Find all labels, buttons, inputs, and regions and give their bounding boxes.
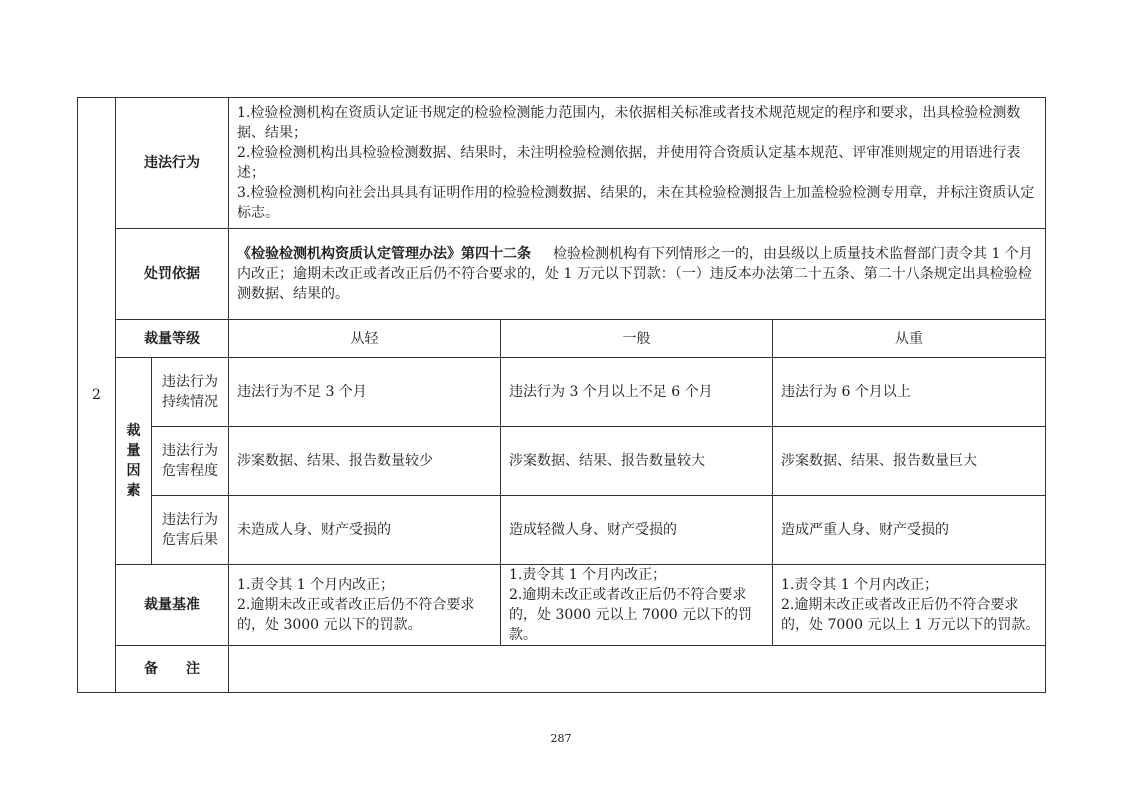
factor-normal-cell: 涉案数据、结果、报告数量较大 [501,427,773,496]
violation-content [229,98,1046,229]
standard-row [78,565,1046,646]
page-number: 287 [550,732,572,745]
factor-row-duration [78,358,1046,427]
standard-heavy-cell: 1.责令其 1 个月内改正； 2.逾期未改正或者改正后仍不符合要求的，处 7000 元以上 1 万元以下的罚款。 [773,565,1046,646]
discretion-standard-table [77,97,1046,693]
factors-label: 裁 量 因 素 [116,358,152,565]
factor-normal-cell: 违法行为 3 个月以上不足 6 个月 [501,358,773,427]
levels-row [78,320,1046,358]
factor-label: 违法行为 危害后果 [152,496,229,565]
penalty-basis-text: 检验检测机构有下列情形之一的，由县级以上质量技术监督部门责令其 1 个月内改正；逾期未改正或者改正后仍不符合要求的，处 1 万元以下罚款：（一）违反本办法第二十五条、第二十八条规定出具检验检测数据、结果的。 [237,246,1033,302]
factor-heavy-cell: 违法行为 6 个月以上 [773,358,1046,427]
standard-light-cell: 1.责令其 1 个月内改正； 2.逾期未改正或者改正后仍不符合要求的，处 3000 元以下的罚款。 [229,565,501,646]
violation-item: 3.检验检测机构向社会出具具有证明作用的检验检测数据、结果的，未在其检验检测报告上加盖检验检测专用章，并标注资质认定标志。 [237,185,1035,221]
factor-row-consequence [78,496,1046,565]
remarks-label: 备 注 [116,646,229,693]
standard-normal-cell: 1.责令其 1 个月内改正； 2.逾期未改正或者改正后仍不符合要求的，处 3000 元以上 7000 元以下的罚款。 [501,565,773,646]
remarks-row [78,646,1046,693]
remarks-value [229,646,1046,693]
violation-item: 1.检验检测机构在资质认定证书规定的检验检测能力范围内，未依据相关标准或者技术规范规定的程序和要求，出具检验检测数据、结果； [237,105,1021,141]
penalty-basis-content [229,229,1046,320]
level-light: 从轻 [229,320,501,358]
levels-label: 裁量等级 [116,320,229,358]
factor-heavy-cell: 造成严重人身、财产受损的 [773,496,1046,565]
violation-row [78,98,1046,229]
violation-item: 2.检验检测机构出具检验检测数据、结果时，未注明检验检测依据，并使用符合资质认定基本规范、评审准则规定的用语进行表述； [237,145,1021,181]
penalty-basis-row [78,229,1046,320]
factor-light-cell: 未造成人身、财产受损的 [229,496,501,565]
factor-label: 违法行为 持续情况 [152,358,229,427]
penalty-law-title: 《检验检测机构资质认定管理办法》第四十二条 [237,246,531,262]
factor-light-cell: 涉案数据、结果、报告数量较少 [229,427,501,496]
row-number: 2 [78,98,116,693]
factor-row-degree [78,427,1046,496]
violation-label: 违法行为 [116,98,229,229]
factor-label: 违法行为 危害程度 [152,427,229,496]
standard-label: 裁量基准 [116,565,229,646]
level-normal: 一般 [501,320,773,358]
factor-heavy-cell: 涉案数据、结果、报告数量巨大 [773,427,1046,496]
factor-normal-cell: 造成轻微人身、财产受损的 [501,496,773,565]
penalty-basis-label: 处罚依据 [116,229,229,320]
factor-light-cell: 违法行为不足 3 个月 [229,358,501,427]
level-heavy: 从重 [773,320,1046,358]
